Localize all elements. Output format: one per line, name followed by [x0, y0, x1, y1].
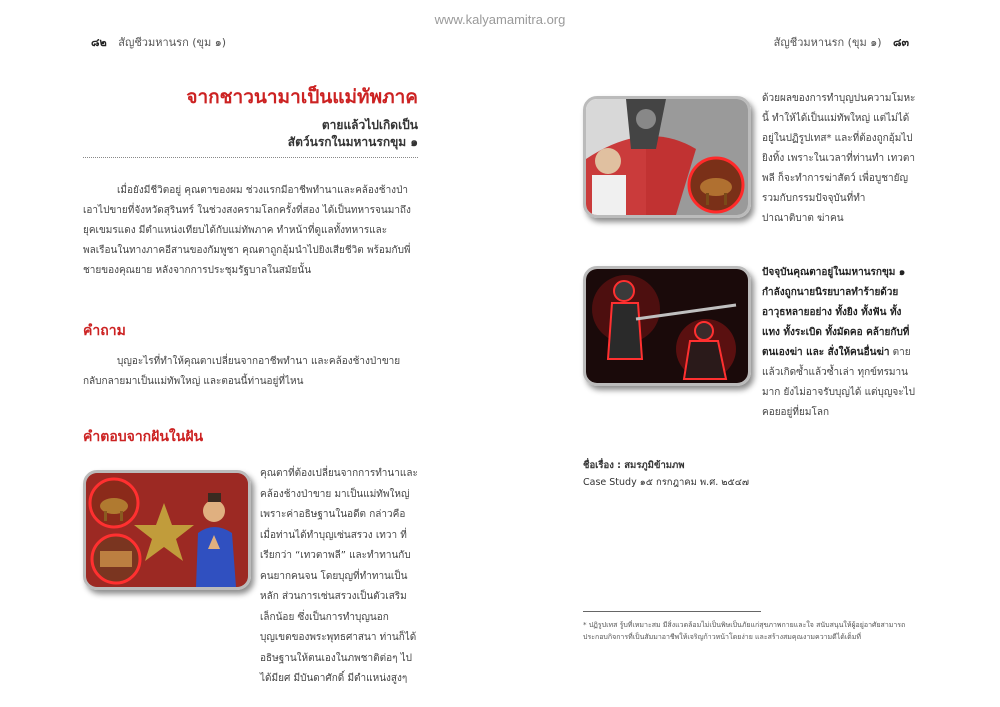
right-paragraph-2-bold: ปัจจุบันคุณตาอยู่ในมหานรกขุม ๑ กำลังถูกนายนิรยบาลทำร้ายด้วยอาวุธหลายอย่าง ทั้งยิง ทั้งฟัน ทั้งแทง ทั้งระเบิด ทั้งมัดคอ คล้ายกับที่ตนเองฆ่า และ สั่งให้คนอื่นฆ่า [762, 267, 910, 358]
illustration-soldier [583, 96, 751, 218]
illustration-merit-making [83, 470, 251, 590]
book-title-right: สัญชีวมหานรก (ขุม ๑) [773, 36, 882, 49]
header-right [774, 33, 917, 51]
footnote: * ปฏิรูปเทส รู้บที่เหมาะสม มีสิ่งแวดล้อมไม่เป็นพิษเป็นภัยแก่สุขภาพกายและใจ สนับสนุนให้ผู้อยู่อาศัยสามารถประกอบกิจการที่เป็นสัมมาอาชีพให้เจริญก้าวหน้าโดยง่าย และสร้างสมคุณงามความดีได้เต็มที่ [583, 621, 906, 641]
page-title: จากชาวนามาเป็นแม่ทัพภาค [186, 86, 418, 108]
question-heading: คำถาม [83, 323, 126, 339]
story-credit [583, 457, 749, 491]
case-study-date: Case Study ๑๕ กรกฎาคม พ.ศ. ๒๕๔๗ [583, 477, 750, 488]
page-number-left: ๘๒ [91, 36, 107, 49]
story-title: ชื่อเรื่อง : สมรภูมิข้ามภพ [583, 460, 685, 471]
intro-paragraph: เมื่อยังมีชีวิตอยู่ คุณตาของผม ช่วงแรกมีอาชีพทำนาและคล้องช้างป่าเอาไปขายที่จังหวัดสุรินทร์ ในช่วงสงครามโลกครั้งที่สอง ได้เป็นทหารจนมาถึงยุคเขมรแดง มีตำแหน่งเทียบได้กับแม่ทัพภาค ทำหน้าที่ดูแลทั้งทหารและพลเรือนในทางภาคอีสานของกัมพูชา คุณตาถูกอุ้มนำไปยิงเสียชีวิต พร้อมกับพี่ชายของคุณยาย หลังจากการประชุมรัฐบาลในสมัยนั้น [83, 185, 411, 276]
answer-heading: คำตอบจากฝันในฝัน [83, 429, 204, 445]
header-left [83, 33, 226, 51]
question-paragraph: บุญอะไรที่ทำให้คุณตาเปลี่ยนจากอาชีพทำนา และคล้องช้างป่าขายกลับกลายมาเป็นแม่ทัพใหญ่ และตอนนี้ท่านอยู่ที่ไหน [83, 356, 401, 387]
subtitle-line-1: ตายแล้วไปเกิดเป็น [321, 118, 418, 132]
subtitle-line-2: สัตว์นรกในมหานรกขุม ๑ [287, 135, 418, 149]
page-number-right: ๘๓ [892, 36, 909, 49]
right-paragraph-2-normal: ตายแล้วเกิดซ้ำแล้วซ้ำเล่า ทุกข์ทรมานมาก ยังไม่อาจรับบุญได้ แต่บุญจะไปคอยอยู่ที่ยมโลก [762, 347, 915, 418]
right-paragraph-1: ด้วยผลของการทำบุญปนความโมหะนี้ ทำให้ได้เป็นแม่ทัพใหญ่ แต่ไม่ได้อยู่ในปฏิรูปเทส* และที่ต้องถูกอุ้มไปยิงทิ้ง เพราะในเวลาที่ท่านทำ เทวตาพลี ก็จะทำการฆ่าสัตว์ เพื่อบูชายัญรวมกับกรรมปัจจุบันที่ทำปาณาติบาต ฆ่าคน [762, 93, 916, 224]
footnote-rule [583, 611, 761, 612]
dotted-divider [83, 157, 418, 158]
left-page [83, 85, 418, 684]
answer-block [83, 464, 418, 684]
right-paragraph-2 [762, 263, 917, 423]
answer-paragraph: คุณตาที่ต้องเปลี่ยนจากการทำนาและคล้องช้างป่าขาย มาเป็นแม่ทัพใหญ่ เพราะค่าอธิษฐานในอดีต กล่าวคือเมื่อท่านได้ทำบุญเซ่นสรวง เทวา ที่เรียกว่า “เทวตาพลี” และทำทานกับคนยากคนจน โดยบุญที่ทำทานเป็นหลัก ส่วนการเซ่นสรวงเป็นตัวเสริมเล็กน้อย ซึ่งเป็นการทำบุญนอกบุญเขตของพระพุทธศาสนา ท่านก็ได้อธิษฐานให้ตนเองในภพชาติต่อๆ ไป ได้มียศ มีบันดาศักดิ์ มีตำแหน่งสูงๆ [260, 468, 418, 684]
illustration-hell-torment [583, 266, 751, 386]
site-url[interactable]: www.kalyamamitra.org [434, 12, 566, 27]
book-title-left: สัญชีวมหานรก (ขุม ๑) [118, 36, 227, 49]
